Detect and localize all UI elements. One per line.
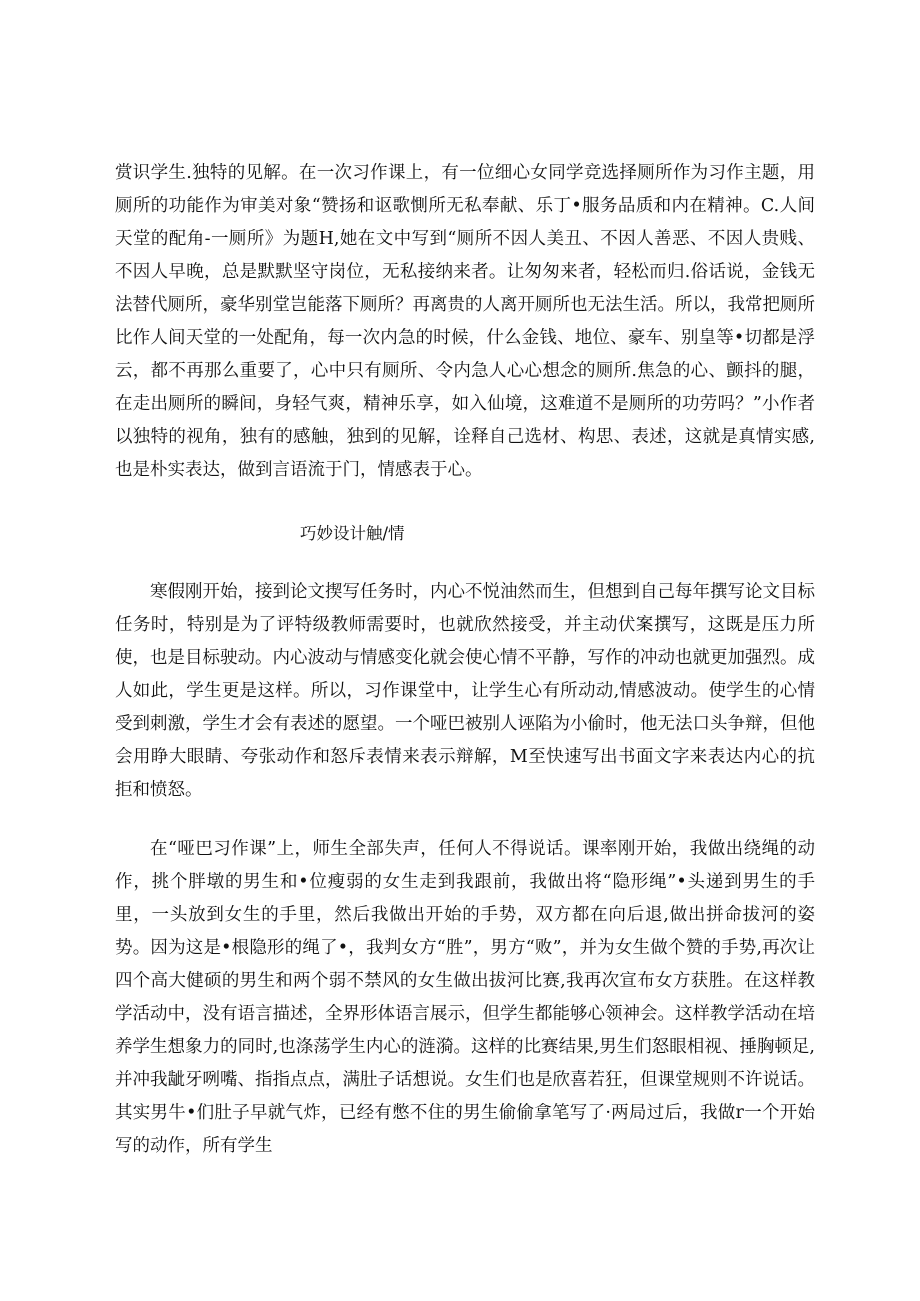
paragraph-3: 在“哑巴习作课”上，师生全部失声，任何人不得说话。课率刚开始，我做出绕绳的动作，挑个胖墩的男生和•位瘦弱的女生走到我跟前，我做出将“隐形绳”•头递到男生的手里，一头放到女生的手里，然后我做出开始的手势，双方都在向后退,做出拼命拔河的姿势。因为这是•根隐形的绳了•，我判女方“胜”，男方“败”，并为女生做个赞的手势,再次让四个高大健硕的男生和两个弱不禁风的女生做出拔河比赛,我再次宣布女方获胜。在这样教学活动中，没有语言描述，全界形体语言展示，但学生都能够心领神会。这样教学活动在培养学生想象力的同时,也涤荡学生内心的涟漪。这样的比赛结果,男生们怒眼相视、捶胸顿足,并冲我龇牙咧嘴、指指点点，满肚子话想说。女生们也是欣喜若狂，但课堂规则不许说话。其实男牛•们肚子早就气炸，已经有憋不住的男生偷偷拿笔写了·两局过后，我做r一个开始写的动作，所有学生 [115,839,815,1156]
section-heading: 巧妙设计触/情 [300,524,405,543]
paragraph-1: 赏识学生.独特的见解。在一次习作课上，有一位细心女同学竞选择厕所作为习作主题，用厕所的功能作为审美对象“赞扬和讴歌惻所无私奉献、乐丁•服务品质和内在精神。C.人间天堂的配角-一厕所》为题H,她在文中写到“厕所不因人美丑、不因人善恶、不因人贵贱、不因人早晚，总是默默坚守岗位，无私接纳来者。让匆匆来者，轻松而归.俗话说，金钱无法替代厕所，豪华别堂岂能落下厕所？再离贵的人离开厕所也无法生活。所以，我常把厕所比作人间天堂的一处配角，每一次内急的时候，什么金钱、地位、豪车、别皇等•切都是浮云，都不再那么重要了，心中只有厕所、令内急人心心想念的厕所.焦急的心、颤抖的腿，在走出厕所的瞬间，身轻气爽，精神乐享，如入仙境，这难道不是厕所的功劳吗？”小作者以独特的视角，独有的感触，独到的见解，诠释自己选材、构思、表述，这就是真情实感,也是朴实表达，做到言语流于门，情感表于心。 [115,163,815,480]
document-body [115,157,815,1163]
paragraph-2: 寒假刚开始，接到论文揳写任务时，内心不悦油然而生，但想到自己每年撰写论文目标任务时，特别是为了评特级教师需要时，也就欣然接受，并主动伏案撰写，这既是压力所使，也是目标驶动。内心波动与情感变化就会使心情不平静，写作的冲动也就更加强烈。成人如此，学生更是这样。所以，习作课堂中，让学生心有所动动,情感波动。使学生的心情受到刺激，学生才会有表述的愿望。一个哑巴被别人诬陷为小偷时，他无法口头争辩，但他会用睁大眼睛、夸张动作和怒斥表情来表示辩解，M至快速写出书面文字来表达内心的抗拒和愤怒。 [115,582,815,800]
